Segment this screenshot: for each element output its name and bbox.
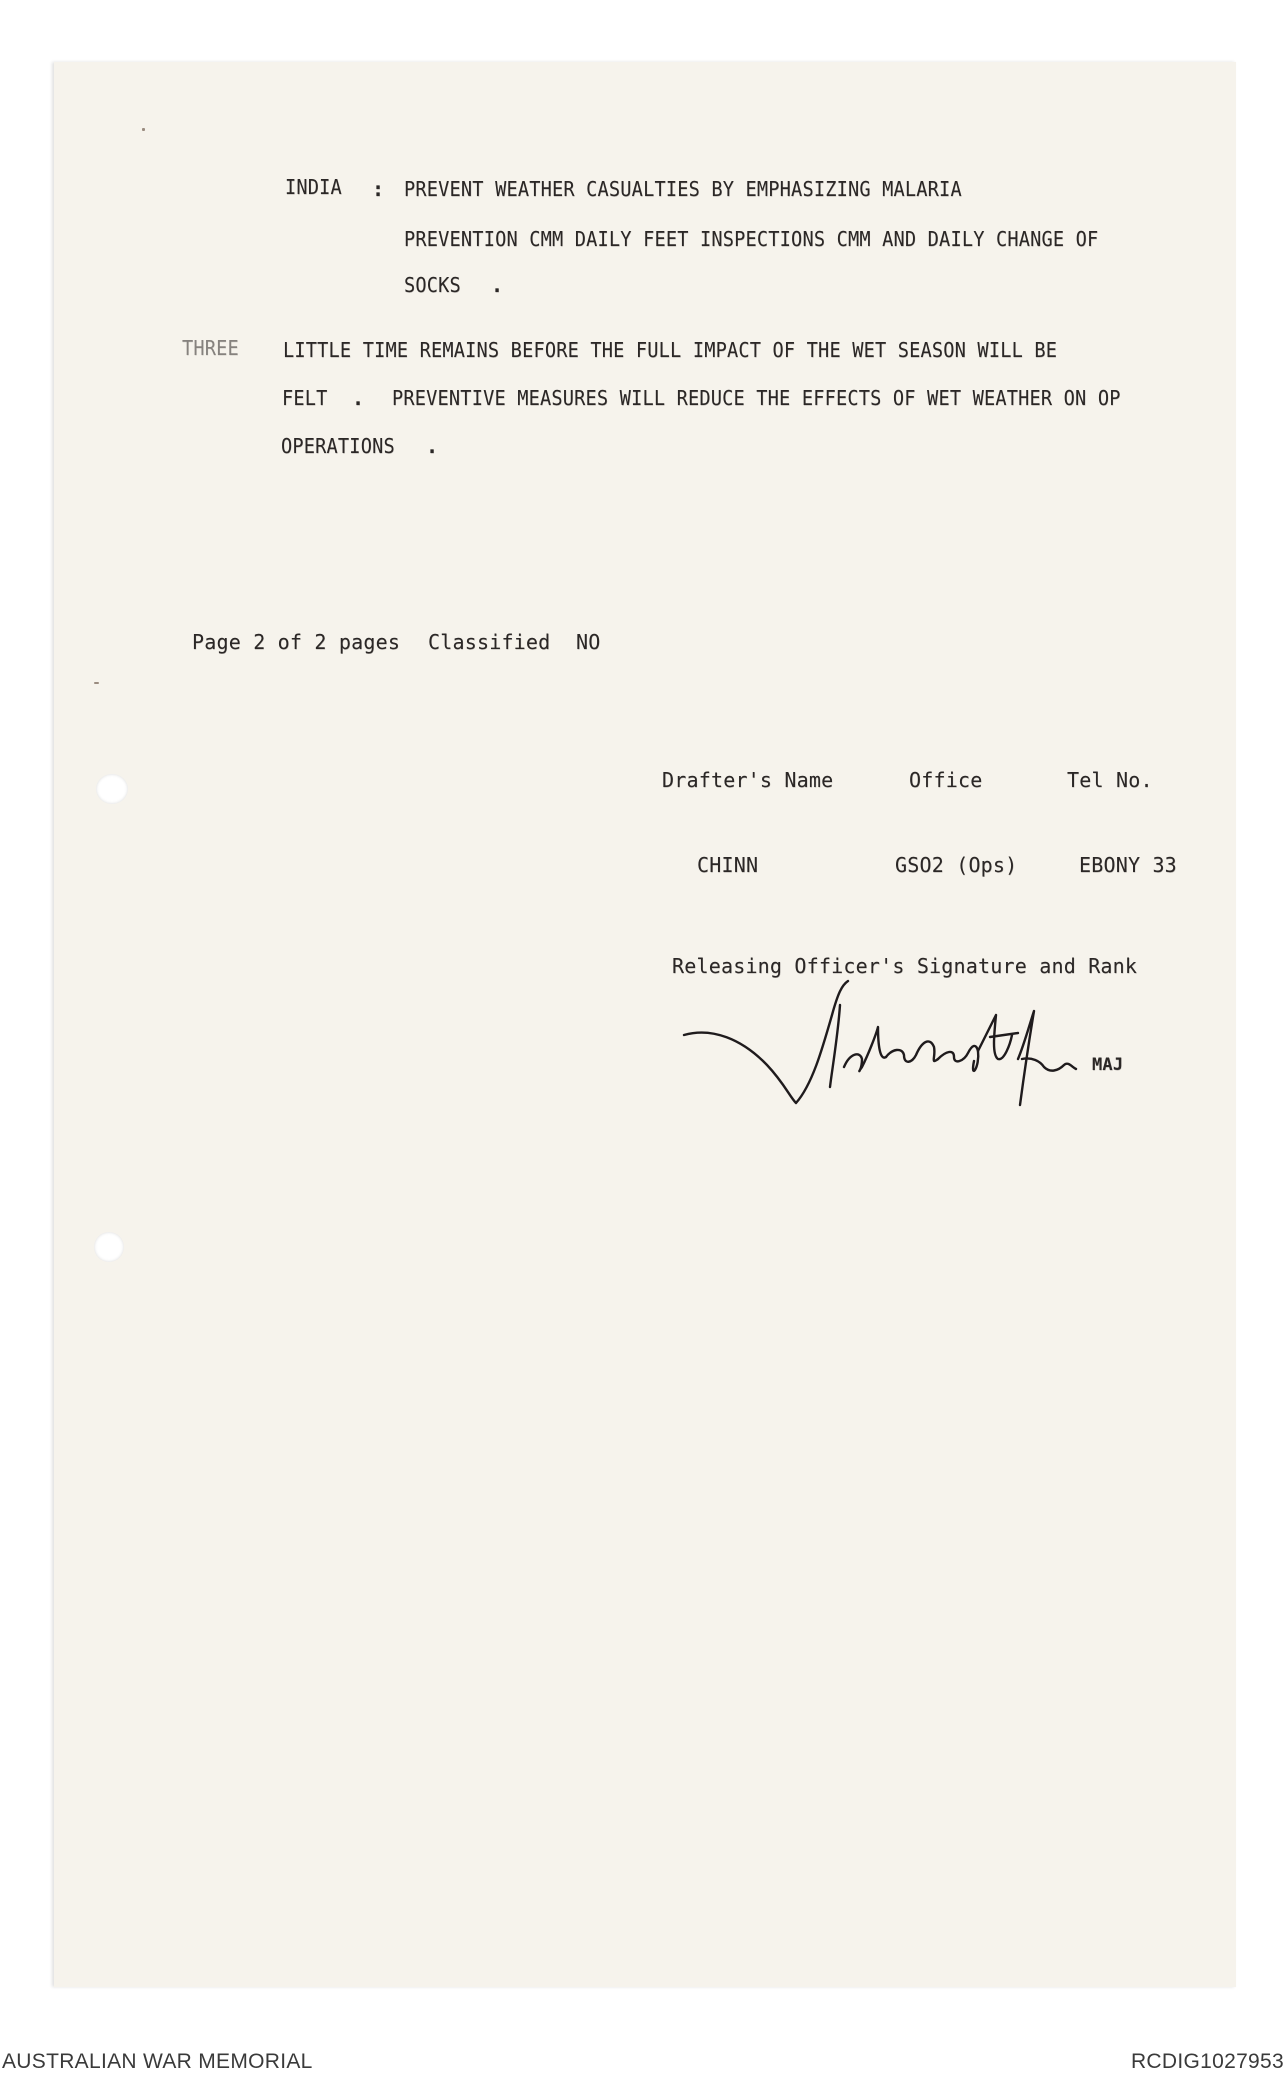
para-india-line-1: PREVENT WEATHER CASUALTIES BY EMPHASIZING MALARIA	[404, 177, 962, 201]
punch-hole-upper	[96, 774, 128, 804]
tel-no-header: Tel No.	[1067, 768, 1153, 792]
para-three-line-2: PREVENTIVE MEASURES WILL REDUCE THE EFFECTS OF WET WEATHER ON OP	[392, 386, 1121, 410]
para-india-line-3-end: .	[491, 273, 504, 297]
para-india-line-2: PREVENTION CMM DAILY FEET INSPECTIONS CMM AND DAILY CHANGE OF	[404, 227, 1099, 251]
para-india-label: INDIA	[285, 175, 342, 199]
para-three-line-2-dot: .	[352, 386, 365, 410]
para-three-line-2-start: FELT	[282, 386, 328, 410]
handwritten-signature	[672, 975, 1142, 1135]
tel-no-value: EBONY 33	[1079, 853, 1177, 877]
paper-mark	[142, 128, 145, 131]
releasing-officer-label: Releasing Officer's Signature and Rank	[672, 954, 1138, 978]
para-three-label: THREE	[182, 336, 239, 360]
classified-label: Classified	[428, 630, 551, 654]
footer-archive-name: AUSTRALIAN WAR MEMORIAL	[2, 2050, 313, 2073]
drafter-name-header: Drafter's Name	[662, 768, 834, 792]
paper-mark	[94, 682, 99, 684]
office-value: GSO2 (Ops)	[895, 853, 1018, 877]
classified-value: NO	[576, 630, 601, 654]
para-three-line-3: OPERATIONS	[281, 434, 395, 458]
office-header: Office	[909, 768, 983, 792]
para-three-line-1: LITTLE TIME REMAINS BEFORE THE FULL IMPACT OF THE WET SEASON WILL BE	[283, 338, 1058, 362]
footer-record-id: RCDIG1027953	[1130, 2050, 1284, 2073]
page-count: Page 2 of 2 pages	[192, 630, 401, 654]
punch-hole-lower	[94, 1232, 124, 1262]
rank-value: MAJ	[1092, 1055, 1124, 1075]
drafter-name-value: CHINN	[697, 853, 759, 877]
para-three-line-3-end: .	[426, 434, 439, 458]
para-india-line-3: SOCKS	[404, 273, 461, 297]
para-india-separator: :	[372, 177, 385, 201]
